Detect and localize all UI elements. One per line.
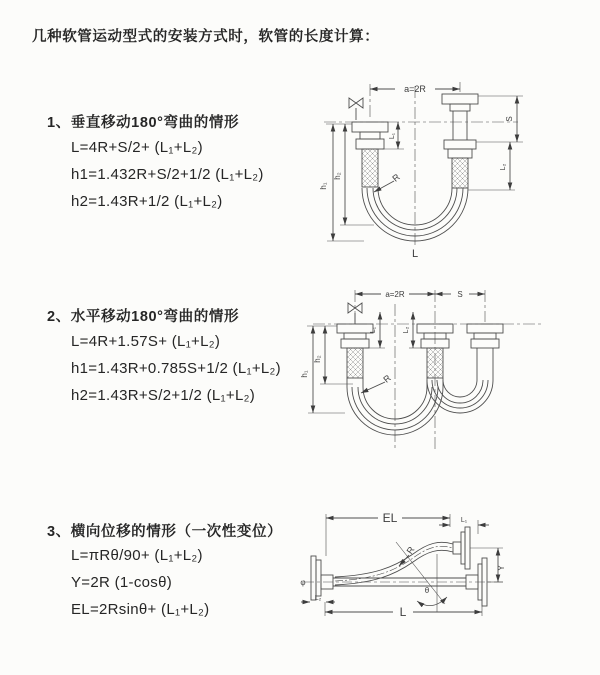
dim-label-h2: h₂: [313, 355, 322, 363]
dim-label-y: Y: [497, 565, 506, 571]
dim-label-theta: θ: [424, 586, 430, 595]
dim-label-a2r: a=2R: [385, 290, 405, 299]
formula-line: EL=2Rsinθ+ (L₁+L₂): [71, 601, 210, 618]
formula-line: h2=1.43R+S/2+1/2 (L₁+L₂): [71, 387, 256, 404]
formula-line: h1=1.43R+0.785S+1/2 (L₁+L₂): [71, 360, 281, 377]
valve-icon: [349, 98, 363, 120]
formula-line: L=πRθ/90+ (L₁+L₂): [71, 547, 203, 564]
dimension-y: [470, 548, 503, 582]
section-2-formulas: [71, 328, 281, 409]
section-2-heading: 2、水平移动180°弯曲的情形: [47, 309, 240, 325]
dimension-s: [476, 96, 523, 142]
braided-hose-section: [452, 158, 468, 188]
hose-u-bend-position2: [427, 380, 493, 413]
dim-label-l: L: [411, 248, 419, 260]
diagram-vertical-180-bend: [310, 76, 590, 261]
flange-right-upper: [453, 527, 470, 569]
angle-theta-construction: [396, 542, 447, 612]
diagram-lateral-displacement: [298, 494, 593, 656]
dim-label-l: L: [399, 605, 407, 619]
formula-line: h2=1.43R+1/2 (L₁+L₂): [71, 193, 223, 210]
dim-label-l2: L₂: [314, 595, 322, 602]
section-1-heading: 1、垂直移动180°弯曲的情形: [47, 115, 240, 131]
dim-label-r: R: [390, 171, 402, 184]
centerlines: [324, 82, 518, 246]
dim-label-a2r: a=2R: [404, 84, 426, 94]
dim-label-phi: φ: [300, 578, 306, 587]
formula-line: L=4R+1.57S+ (L₁+L₂): [71, 333, 221, 350]
dim-label-h1: h₁: [319, 182, 328, 190]
fitting-right: [442, 94, 478, 188]
section-3-formulas: [71, 542, 209, 623]
braided-hose-section: [347, 348, 363, 378]
dim-label-l1: L₁: [370, 326, 377, 334]
section-3-heading: 3、横向位移的情形（一次性变位）: [47, 524, 283, 540]
dim-label-el: EL: [382, 511, 398, 525]
dim-label-l2: L₂: [500, 163, 507, 171]
dim-label-r: R: [404, 544, 417, 556]
flange-left: [311, 556, 333, 600]
formula-line: h1=1.432R+S/2+1/2 (L₁+L₂): [71, 166, 264, 183]
diagram-horizontal-180-bend: [300, 282, 593, 457]
dim-label-h1: h₁: [300, 370, 309, 378]
dim-label-s: S: [505, 116, 514, 122]
fitting-left: [337, 324, 373, 378]
section-1-formulas: [71, 134, 264, 215]
page-title: 几种软管运动型式的安装方式时，软管的长度计算：: [32, 29, 380, 45]
fitting-left: [352, 122, 388, 187]
hose-s-curve-displaced: [335, 542, 453, 585]
dim-label-l1: L₁: [389, 132, 396, 140]
fitting-right: [467, 324, 503, 380]
dim-label-h2: h₂: [333, 172, 342, 180]
dimension-h1: [307, 326, 345, 413]
formula-line: L=4R+S/2+ (L₁+L₂): [71, 139, 203, 156]
dim-label-l1: L₁: [460, 517, 468, 524]
dim-label-l2: L₂: [403, 326, 410, 334]
braided-hose-section: [362, 149, 378, 187]
radius-leader: [361, 382, 385, 393]
formula-line: Y=2R (1-cosθ): [71, 574, 173, 591]
braided-hose-section: [427, 348, 443, 378]
dim-label-r: R: [381, 372, 393, 385]
dim-label-s: S: [457, 290, 463, 299]
